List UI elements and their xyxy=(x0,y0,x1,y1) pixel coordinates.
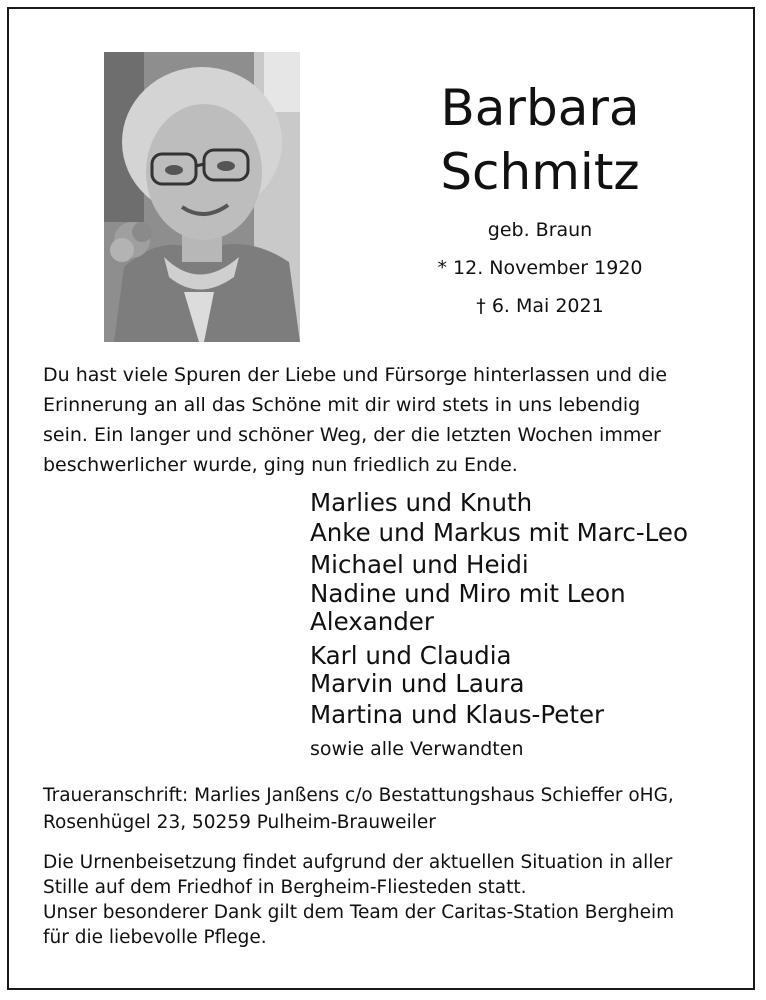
mourner-entry: Martina und Klaus-Peter xyxy=(310,700,605,729)
mourner-entry: Karl und Claudia xyxy=(310,641,512,670)
notice-line: Unser besonderer Dank gilt dem Team der Caritas-Station Bergheim xyxy=(43,902,675,923)
mourner-entry: Nadine und Miro mit Leon xyxy=(310,579,626,608)
notice-line: für die liebevolle Pflege. xyxy=(43,927,267,948)
relatives-line: sowie alle Verwandten xyxy=(310,738,524,760)
mourner-entry: Marvin und Laura xyxy=(310,669,525,698)
address-line: Rosenhügel 23, 50259 Pulheim-Brauweiler xyxy=(43,812,436,833)
memorial-text xyxy=(43,360,733,480)
last-name: Schmitz xyxy=(440,143,640,201)
death-date: † 6. Mai 2021 xyxy=(476,295,604,317)
mourner-entry: Anke und Markus mit Marc-Leo xyxy=(310,518,688,547)
memorial-text-line: beschwerlicher wurde, ging nun friedlich zu Ende. xyxy=(43,454,518,476)
mourner-entry: Michael und Heidi xyxy=(310,550,529,579)
first-name: Barbara xyxy=(440,79,640,137)
memorial-text-line: Du hast viele Spuren der Liebe und Fürsorge hinterlassen und die xyxy=(43,364,668,386)
memorial-text-line: sein. Ein langer und schöner Weg, der die letzten Wochen immer xyxy=(43,424,661,446)
mourning-address xyxy=(43,782,733,836)
address-line: Traueranschrift: Marlies Janßens c/o Bestattungshaus Schieffer oHG, xyxy=(43,785,674,806)
funeral-notice xyxy=(43,850,743,950)
notice-line: Die Urnenbeisetzung findet aufgrund der aktuellen Situation in aller xyxy=(43,852,673,873)
memorial-text-line: Erinnerung an all das Schöne mit dir wird stets in uns lebendig xyxy=(43,394,641,416)
portrait-photo xyxy=(104,52,300,342)
mourner-entry: Marlies und Knuth xyxy=(310,488,533,517)
maiden-name: geb. Braun xyxy=(487,219,593,241)
mourner-entry: Alexander xyxy=(310,607,434,636)
birth-date: * 12. November 1920 xyxy=(437,257,643,279)
notice-line: Stille auf dem Friedhof in Bergheim-Fliesteden statt. xyxy=(43,877,527,898)
